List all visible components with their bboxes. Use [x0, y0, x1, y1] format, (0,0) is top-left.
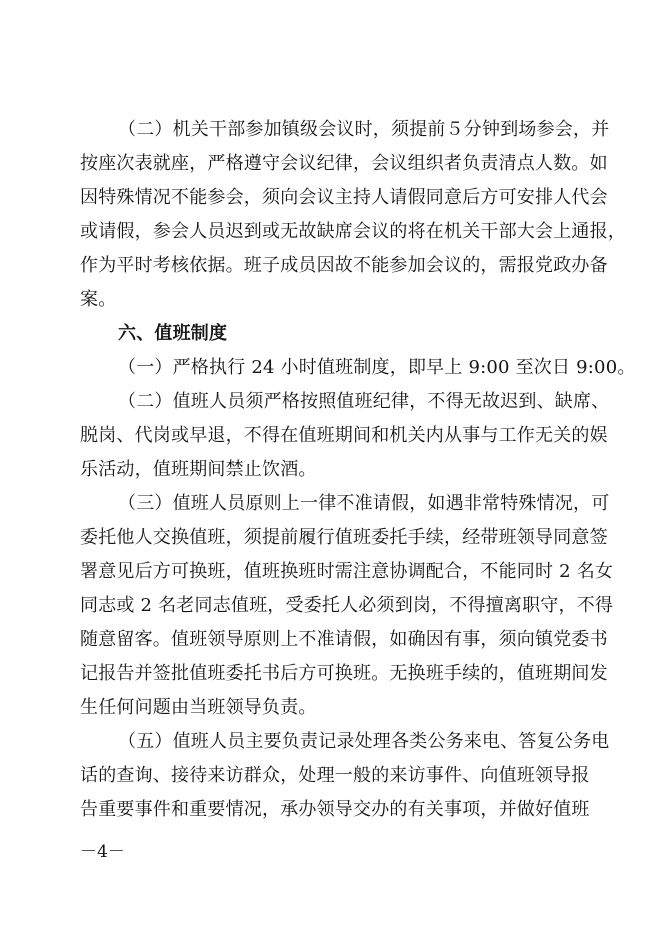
- text-line: 署意见后方可换班，值班换班时需注意协调配合，不能同时 2 名女: [80, 561, 614, 582]
- page-number: －4－: [80, 842, 125, 862]
- text-line: 或请假，参会人员迟到或无故缺席会议的将在机关干部大会上通报，: [80, 221, 626, 242]
- text-line: 同志或 2 名老同志值班，受委托人必须到岗，不得擅离职守，不得: [80, 595, 614, 616]
- text-line: 乐活动，值班期间禁止饮酒。: [80, 459, 317, 480]
- text-line: 随意留客。值班领导原则上不准请假，如确因有事，须向镇党委书: [80, 629, 608, 650]
- text-line: 作为平时考核依据。班子成员因故不能参加会议的，需报党政办备: [80, 255, 608, 276]
- text-line: 告重要事件和重要情况，承办领导交办的有关事项，并做好值班: [80, 799, 590, 820]
- text-line: （二）值班人员须严格按照值班纪律，不得无故迟到、缺席、: [118, 391, 610, 412]
- text-line: （五）值班人员主要负责记录处理各类公务来电、答复公务电: [118, 731, 610, 752]
- text-line: 脱岗、代岗或早退，不得在值班期间和机关内从事与工作无关的娱: [80, 425, 608, 446]
- text-line: 因特殊情况不能参会，须向会议主持人请假同意后方可安排人代会: [80, 187, 608, 208]
- text-line: 记报告并签批值班委托书后方可换班。无换班手续的，值班期间发: [80, 663, 608, 684]
- text-line: 生任何问题由当班领导负责。: [80, 697, 317, 718]
- text-line: 话的查询、接待来访群众，处理一般的来访事件、向值班领导报: [80, 765, 590, 786]
- text-line: 按座次表就座，严格遵守会议纪律，会议组织者负责清点人数。如: [80, 153, 608, 174]
- text-line: 案。: [80, 289, 117, 310]
- section-heading: 六、值班制度: [118, 323, 228, 344]
- text-line: （二）机关干部参加镇级会议时，须提前５分钟到场参会，并: [118, 119, 610, 140]
- text-line: 委托他人交换值班，须提前履行值班委托手续，经带班领导同意签: [80, 527, 608, 548]
- text-line: （三）值班人员原则上一律不准请假，如遇非常特殊情况，可: [118, 493, 610, 514]
- text-line: （一）严格执行 24 小时值班制度，即早上 9:00 至次日 9:00。: [118, 357, 636, 378]
